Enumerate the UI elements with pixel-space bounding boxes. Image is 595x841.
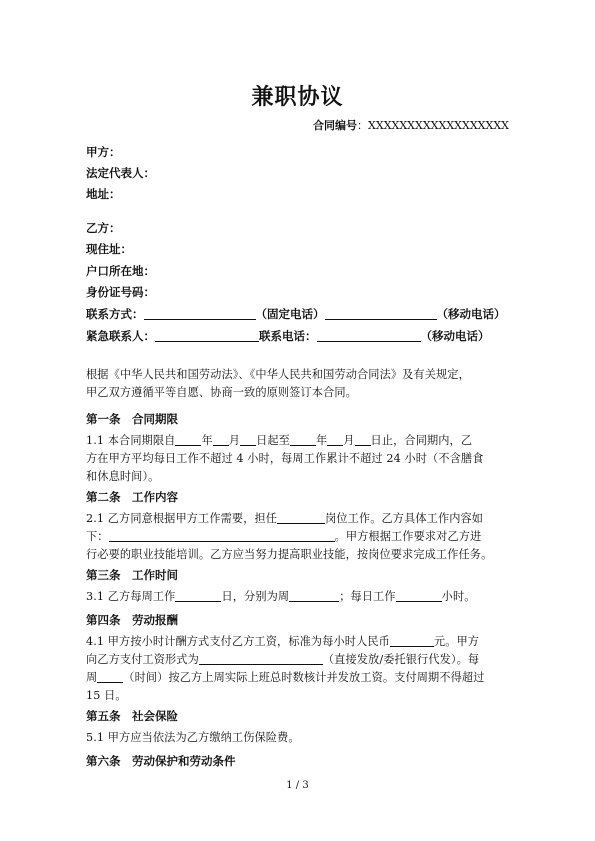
start-day-blank[interactable] <box>240 433 256 446</box>
section-4-line-2: 向乙方支付工资形式为 （直接发放/委托银行代发）。每 <box>86 653 480 666</box>
section-4-line-1: 4.1 甲方按小时计酬方式支付乙方工资，标准为每小时人民币 元。甲方 <box>86 635 480 648</box>
party-a-address: 地址： <box>86 187 121 201</box>
party-b-id-number: 身份证号码： <box>86 285 155 299</box>
start-month-blank[interactable] <box>213 433 229 446</box>
work-content-blank[interactable] <box>109 529 335 542</box>
section-5-body <box>86 729 511 747</box>
emergency-phone-label: 联系电话： <box>259 329 317 343</box>
weekdays-blank[interactable] <box>289 589 339 602</box>
section-5-title: 第五条 社会保险 <box>86 709 178 723</box>
section-4-body <box>86 633 511 705</box>
section-5-line-1: 5.1 甲方应当依法为乙方缴纳工伤保险费。 <box>86 731 300 744</box>
party-a-label: 甲方： <box>86 145 121 159</box>
position-blank[interactable] <box>277 511 325 524</box>
emergency-contact-blank[interactable] <box>155 329 259 342</box>
emergency-mobile-label: （移动电话） <box>420 329 490 343</box>
party-b-current-address: 现住址： <box>86 242 132 256</box>
section-6-title: 第六条 劳动保护和劳动条件 <box>86 754 236 768</box>
contract-number-sep: ： <box>357 119 369 132</box>
intro-line: 甲乙双方遵循平等自愿、协商一致的原则签订本合同。 <box>86 386 357 399</box>
fixed-phone-label: （固定电话） <box>255 307 325 321</box>
document-title: 兼职协议 <box>251 85 344 110</box>
fixed-phone-blank[interactable] <box>144 307 256 320</box>
section-3-body <box>86 588 511 606</box>
contract-number-label: 合同编号 <box>313 119 358 132</box>
emergency-contact-label: 紧急联系人： <box>86 329 155 343</box>
hourly-wage-blank[interactable] <box>390 634 434 647</box>
end-day-blank[interactable] <box>355 433 371 446</box>
section-1-line-2: 方在甲方平均每日工作不超过 4 小时，每周工作累计不超过 24 小时（不含膳食 <box>86 452 484 465</box>
payday-blank[interactable] <box>97 670 123 683</box>
contract-number-value: XXXXXXXXXXXXXXXXXX <box>368 119 509 132</box>
daily-hours-blank[interactable] <box>396 589 442 602</box>
section-1-line-1: 1.1 本合同期限自 年 月 日起至 年 月 日止，合同期内，乙 <box>86 434 473 447</box>
intro-line: 根据《中华人民共和国劳动法》、《中华人民共和国劳动合同法》及有关规定， <box>86 368 470 381</box>
work-days-blank[interactable] <box>175 589 221 602</box>
party-a-representative: 法定代表人： <box>86 166 155 180</box>
section-4-line-4: 15 日。 <box>86 689 127 702</box>
section-1-line-3: 和休息时间）。 <box>86 470 160 483</box>
intro-paragraph <box>86 366 511 402</box>
party-b-label: 乙方： <box>86 221 121 235</box>
section-3-line-1: 3.1 乙方每周工作 日，分别为周 ；每日工作 小时。 <box>86 590 476 603</box>
section-4-line-3: 周 （时间）按乙方上周实际上班总时数核计并发放工资。支付周期不得超过 <box>86 671 485 684</box>
section-1-title: 第一条 合同期限 <box>86 412 178 426</box>
party-b-household-registration: 户口所在地： <box>86 264 155 278</box>
section-4-title: 第四条 劳动报酬 <box>86 613 178 627</box>
section-2-line-3: 行必要的职业技能培训。乙方应当努力提高职业技能，按岗位要求完成工作任务。 <box>86 548 493 561</box>
section-1-body <box>86 432 511 486</box>
end-month-blank[interactable] <box>327 433 343 446</box>
section-2-line-2: 下： 。甲方根据工作要求对乙方进 <box>86 530 482 543</box>
section-2-title: 第二条 工作内容 <box>86 490 178 504</box>
mobile-phone-label: （移动电话） <box>436 307 506 321</box>
payment-method-blank[interactable] <box>199 652 323 665</box>
mobile-phone-blank[interactable] <box>325 307 437 320</box>
contact-label: 联系方式： <box>86 307 144 321</box>
end-year-blank[interactable] <box>290 433 316 446</box>
page-number: 1 / 3 <box>286 780 309 791</box>
section-2-body <box>86 510 511 564</box>
start-year-blank[interactable] <box>175 433 201 446</box>
emergency-contact-line <box>86 328 490 344</box>
emergency-phone-blank[interactable] <box>317 329 421 342</box>
contact-line <box>86 306 506 322</box>
contract-number <box>313 117 509 133</box>
section-3-title: 第三条 工作时间 <box>86 568 178 582</box>
section-2-line-1: 2.1 乙方同意根据甲方工作需要，担任 岗位工作。乙方具体工作内容如 <box>86 512 484 525</box>
